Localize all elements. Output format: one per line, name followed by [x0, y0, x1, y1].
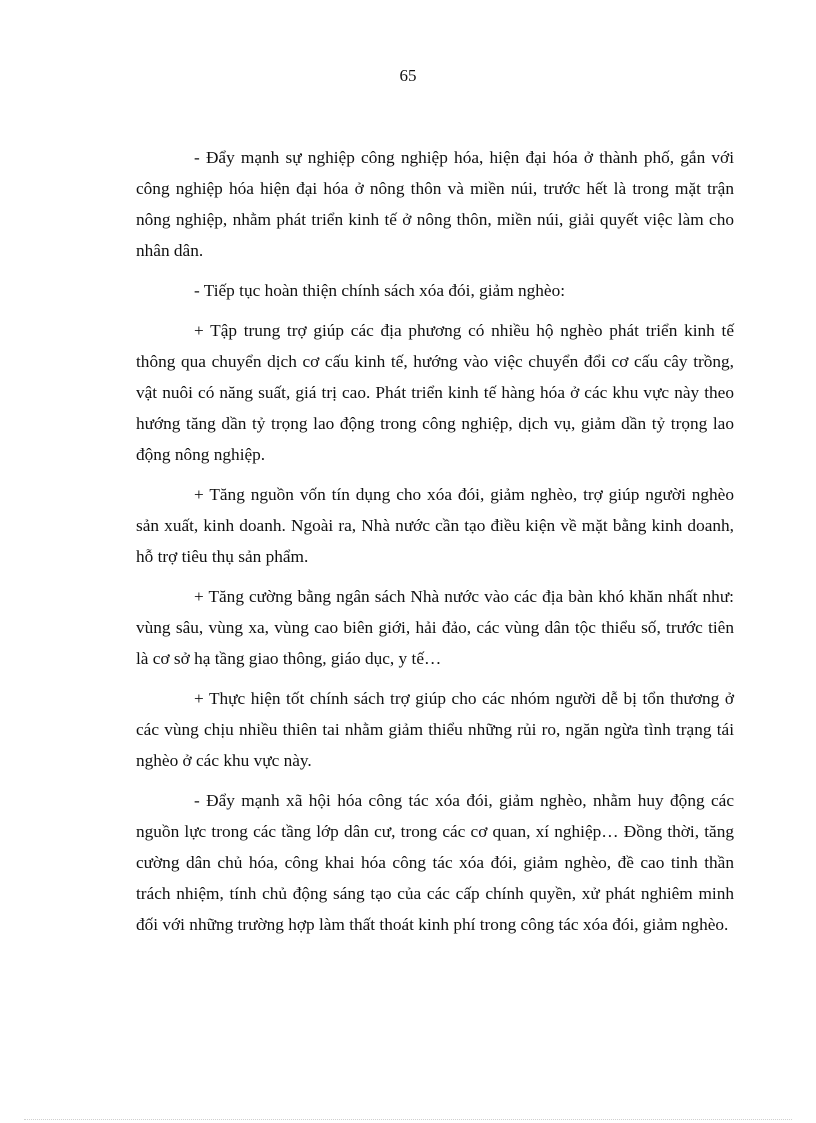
body-text	[136, 142, 734, 949]
paragraph-vulnerable-groups: + Thực hiện tốt chính sách trợ giúp cho các nhóm người dễ bị tổn thương ở các vùng chịu nhiều thiên tai nhằm giảm thiểu những rủi ro, ngăn ngừa tình trạng tái nghèo ở các khu vực này.	[136, 689, 734, 770]
paragraph-poverty-policy-heading: - Tiếp tục hoàn thiện chính sách xóa đói, giảm nghèo:	[194, 281, 566, 300]
paragraph-state-budget: + Tăng cường bằng ngân sách Nhà nước vào các địa bàn khó khăn nhất như: vùng sâu, vùng xa, vùng cao biên giới, hải đảo, các vùng dân tộc thiểu số, trước tiên là cơ sở hạ tầng giao thông, giáo dục, y tế…	[136, 587, 734, 668]
paragraph-industrialization: - Đẩy mạnh sự nghiệp công nghiệp hóa, hiện đại hóa ở thành phố, gắn với công nghiệp hóa hiện đại hóa ở nông thôn và miền núi, trước hết là trong mặt trận nông nghiệp, nhằm phát triển kinh tế ở nông thôn, miền núi, giải quyết việc làm cho nhân dân.	[136, 148, 734, 260]
paragraph-credit-support: + Tăng nguồn vốn tín dụng cho xóa đói, giảm nghèo, trợ giúp người nghèo sản xuất, kinh doanh. Ngoài ra, Nhà nước cần tạo điều kiện về mặt bằng kinh doanh, hỗ trợ tiêu thụ sản phẩm.	[136, 485, 734, 566]
paragraph-economic-restructuring: + Tập trung trợ giúp các địa phương có nhiều hộ nghèo phát triển kinh tế thông qua chuyển dịch cơ cấu kinh tế, hướng vào việc chuyển đổi cơ cấu cây trồng, vật nuôi có năng suất, giá trị cao. Phát triển kinh tế hàng hóa ở các khu vực này theo hướng tăng dần tỷ trọng lao động trong công nghiệp, dịch vụ, giảm dần tỷ trọng lao động nông nghiệp.	[136, 321, 734, 464]
page-number: 65	[399, 66, 417, 85]
page-bottom-divider	[24, 1119, 792, 1120]
paragraph-socialization: - Đẩy mạnh xã hội hóa công tác xóa đói, giảm nghèo, nhằm huy động các nguồn lực trong các tầng lớp dân cư, trong các cơ quan, xí nghiệp… Đồng thời, tăng cường dân chủ hóa, công khai hóa công tác xóa đói, giảm nghèo, đề cao tinh thần trách nhiệm, tính chủ động sáng tạo của các cấp chính quyền, xử phát nghiêm minh đối với những trường hợp làm thất thoát kinh phí trong công tác xóa đói, giảm nghèo.	[136, 791, 734, 934]
